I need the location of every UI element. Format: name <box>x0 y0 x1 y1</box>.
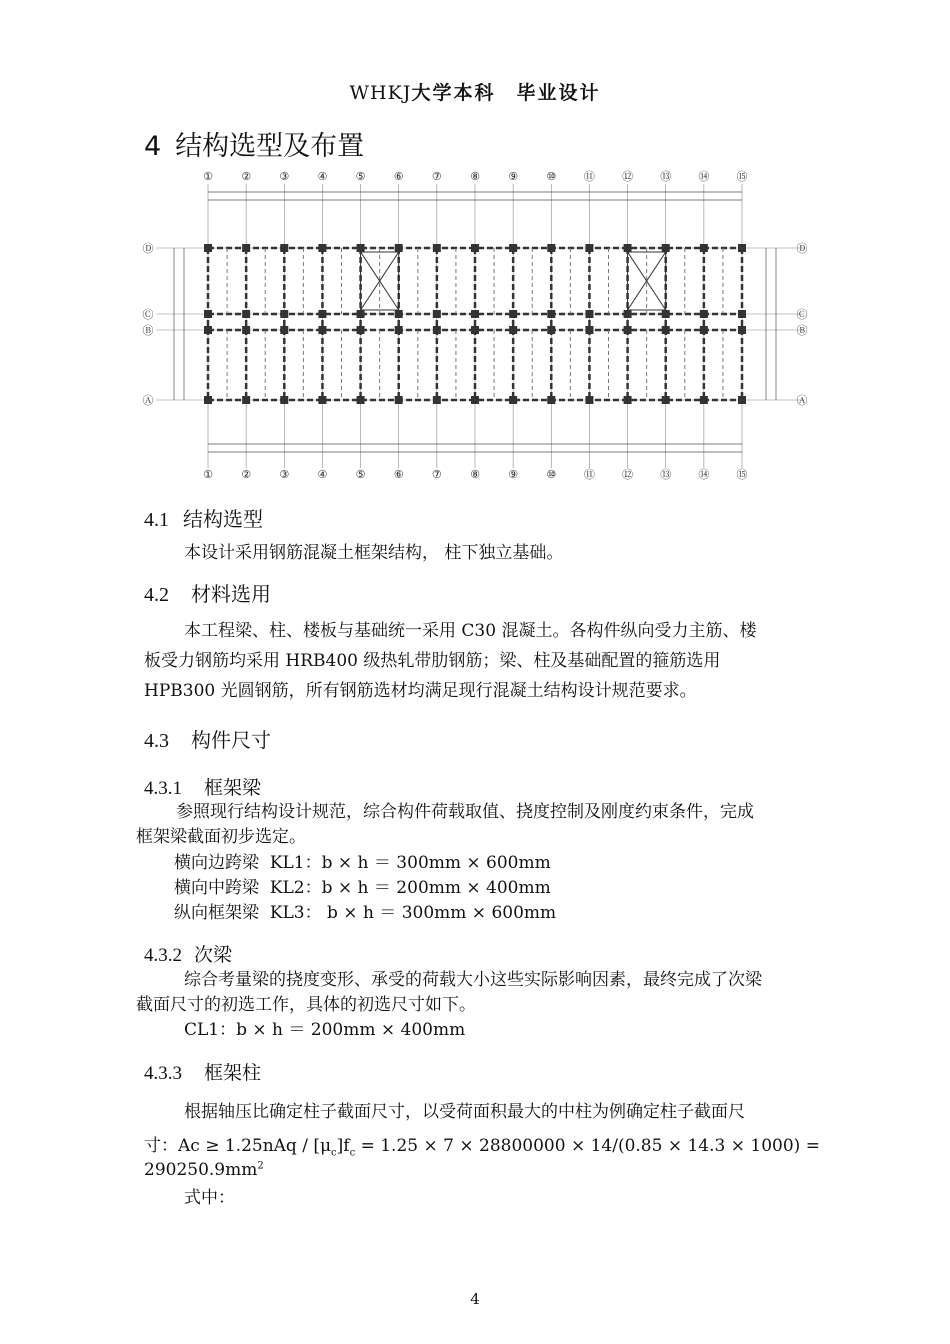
axis-bubble: Ⓒ <box>796 308 808 321</box>
header-prefix: WHKJ <box>349 82 412 104</box>
section-4-3-1-heading: 4.3.1 框架梁 <box>144 777 262 799</box>
chapter-number: 4 <box>144 131 162 162</box>
axis-bubble: ① <box>203 170 213 183</box>
axis-bubble: ④ <box>317 468 328 481</box>
axis-bubble: ⑨ <box>508 170 519 183</box>
axis-bubble: Ⓑ <box>796 324 808 337</box>
axis-bubble: ⑧ <box>470 468 480 481</box>
axis-bubble: ⑨ <box>508 468 519 481</box>
axis-bubble: ⑭ <box>698 468 710 481</box>
section-4-3-2-heading: 4.3.2 次梁 <box>144 944 233 966</box>
section-4-1-text: 本设计采用钢筋混凝土框架结构， 柱下独立基础。 <box>184 543 564 563</box>
axis-bubble: ⑦ <box>431 170 442 183</box>
axis-bubble: ⑦ <box>431 468 442 481</box>
section-4-3-2-line-2: 截面尺寸的初选工作，具体的初选尺寸如下。 <box>136 995 476 1015</box>
axis-bubble: Ⓐ <box>796 394 808 407</box>
axis-bubble: ⑪ <box>583 468 595 481</box>
axis-bubble: ⑤ <box>355 468 366 481</box>
axis-bubble: ③ <box>279 468 290 481</box>
section-4-2-line-3: HPB300 光圆钢筋，所有钢筋选材均满足现行混凝土结构设计规范要求。 <box>144 681 697 701</box>
axis-bubble: ⑤ <box>355 170 366 183</box>
page-number: 4 <box>470 1290 480 1308</box>
section-4-3-1-line-1: 参照现行结构设计规范，综合构件荷载取值、挠度控制及刚度约束条件，完成 <box>176 802 754 822</box>
page-header <box>0 78 950 105</box>
axis-bubble: ② <box>241 468 252 481</box>
axis-bubble: ⑩ <box>546 170 557 183</box>
axis-bubble: Ⓓ <box>142 242 154 255</box>
axis-bubble: ⑫ <box>622 468 634 481</box>
axis-bubble: Ⓒ <box>142 308 154 321</box>
section-4-2-line-1: 本工程梁、柱、楼板与基础统一采用 C30 混凝土。各构件纵向受力主筋、楼 <box>184 621 757 641</box>
column-area-formula: 寸：$Ac \ge 1.25nAq / [\mu_c]f_c = 1.25 \times 7 \times 28800000 \times 14/(0.85 \times 14.3 \times 1000)$ = <box>144 1136 820 1159</box>
axis-bubble: ⑭ <box>698 170 710 183</box>
axis-bubble: Ⓓ <box>796 242 808 255</box>
section-4-2-heading: 4.2 材料选用 <box>144 582 271 606</box>
axis-bubble: ⑮ <box>736 170 748 183</box>
axis-bubble: ⑬ <box>660 170 672 183</box>
where-label: 式中： <box>184 1188 235 1208</box>
column-area-result: $290250.9mm^2$ <box>144 1160 264 1180</box>
header-title: 大学本科 毕业设计 <box>411 82 601 104</box>
axis-bubble: ② <box>241 170 252 183</box>
chapter-title: 结构选型及布置 <box>175 131 365 162</box>
beam-kl2: 横向中跨梁 KL2：b × h ＝ 200mm × 400mm <box>174 878 551 898</box>
beam-kl1: 横向边跨梁 KL1：b × h ＝ 300mm × 600mm <box>174 853 551 873</box>
axis-bubble: ⑩ <box>546 468 557 481</box>
section-4-3-3-line-1: 根据轴压比确定柱子截面尺寸，以受荷面积最大的中柱为例确定柱子截面尺 <box>184 1102 745 1122</box>
axis-bubble: ⑥ <box>393 468 404 481</box>
axis-bubble: ⑫ <box>622 170 634 183</box>
axis-bubble: ⑬ <box>660 468 672 481</box>
section-4-3-heading: 4.3 构件尺寸 <box>144 728 271 752</box>
axis-bubble: ③ <box>279 170 290 183</box>
axis-bubble: Ⓐ <box>142 394 154 407</box>
axis-bubble: ④ <box>317 170 328 183</box>
section-4-3-1-line-2: 框架梁截面初步选定。 <box>136 827 306 847</box>
axis-bubble: ⑥ <box>393 170 404 183</box>
beam-kl3: 纵向框架梁 KL3： b × h ＝ 300mm × 600mm <box>174 903 557 923</box>
beam-cl1: CL1：b × h ＝ 200mm × 400mm <box>184 1020 466 1040</box>
axis-bubble: ① <box>203 468 213 481</box>
section-4-3-3-heading: 4.3.3 框架柱 <box>144 1062 262 1084</box>
chapter-heading <box>144 124 364 163</box>
axis-bubble: ⑪ <box>583 170 595 183</box>
axis-bubble: ⑮ <box>736 468 748 481</box>
section-4-2-line-2: 板受力钢筋均采用 HRB400 级热轧带肋钢筋；梁、柱及基础配置的箍筋选用 <box>144 651 721 671</box>
section-4-3-2-line-1: 综合考量梁的挠度变形、承受的荷载大小这些实际影响因素，最终完成了次梁 <box>184 970 762 990</box>
axis-bubble: Ⓑ <box>142 324 154 337</box>
section-4-1-heading: 4.1 结构选型 <box>144 507 263 531</box>
axis-bubble: ⑧ <box>470 170 480 183</box>
structural-floor-plan <box>140 168 820 486</box>
